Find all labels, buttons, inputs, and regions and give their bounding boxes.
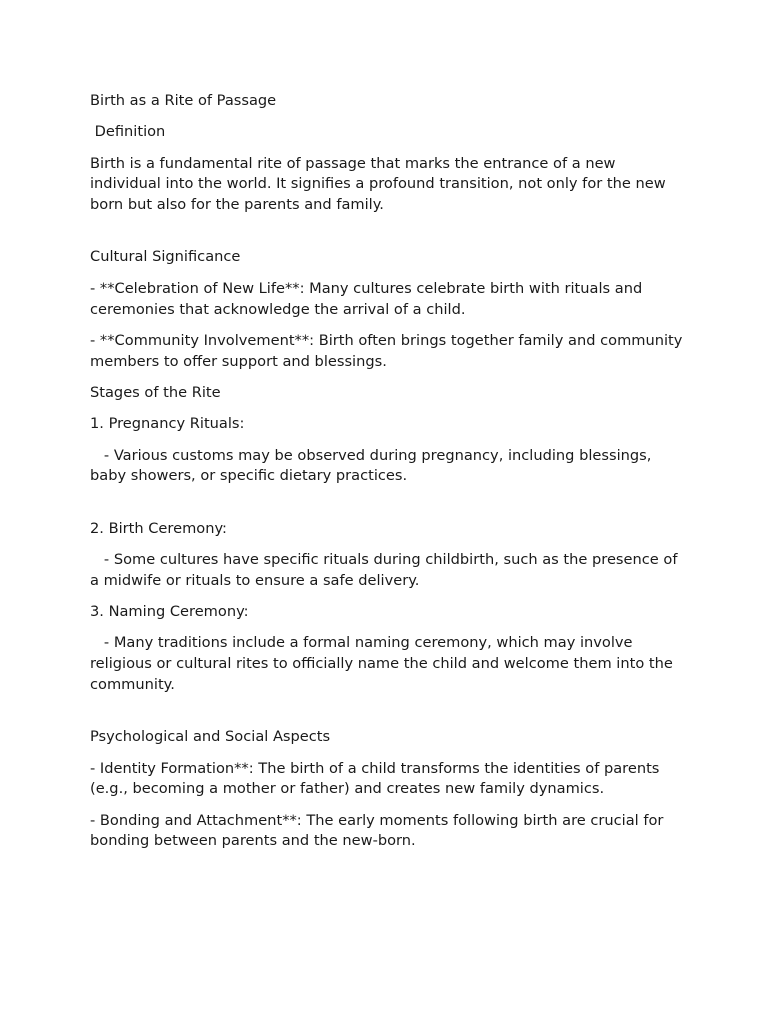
definition-heading: Definition	[90, 123, 166, 141]
cultural-significance-heading: Cultural Significance	[90, 248, 241, 266]
stage-birth-text: - Some cultures have specific rituals during childbirth, such as the presence of a midwife or rituals to ensure a safe delivery.	[90, 550, 683, 589]
document-title: Birth as a Rite of Passage	[90, 92, 277, 109]
stage-naming-title: 3. Naming Ceremony:	[90, 603, 249, 621]
cultural-item-community: - **Community Involvement**: Birth often brings together family and community members to offer support and blessings.	[90, 331, 688, 370]
stage-birth-title: 2. Birth Ceremony:	[90, 519, 227, 537]
psych-item-identity: - Identity Formation**: The birth of a child transforms the identities of parents (e.g., becoming a mother or father) and creates new family dynamics.	[90, 759, 665, 798]
stage-pregnancy-title: 1. Pregnancy Rituals:	[90, 415, 245, 433]
stage-naming-text: - Many traditions include a formal naming ceremony, which may involve religious or cultural rites to officially name the child and welcome them into the community.	[90, 634, 678, 693]
stages-heading: Stages of the Rite	[90, 383, 221, 401]
definition-paragraph: Birth is a fundamental rite of passage that marks the entrance of a new individual into the world. It signifies a profound transition, not only for the new born but also for the parents and family.	[90, 154, 671, 214]
psych-item-bonding: - Bonding and Attachment**: The early moments following birth are crucial for bonding between parents and the new-born.	[90, 811, 669, 850]
document-page	[90, 91, 690, 863]
cultural-item-celebration: - **Celebration of New Life**: Many cultures celebrate birth with rituals and ceremonies that acknowledge the arrival of a child.	[90, 279, 647, 318]
stage-pregnancy-text: - Various customs may be observed during pregnancy, including blessings, baby showers, or specific dietary practices.	[90, 446, 657, 485]
psychological-heading: Psychological and Social Aspects	[90, 728, 331, 746]
